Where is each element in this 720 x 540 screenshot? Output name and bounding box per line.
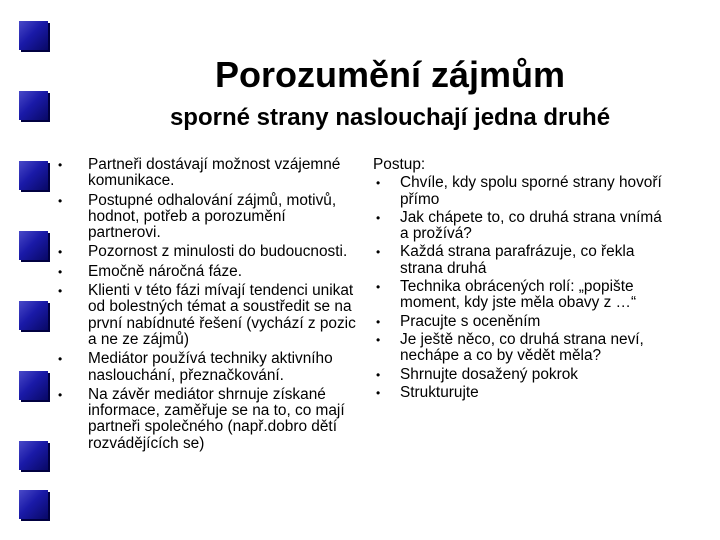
bullet-icon: •: [376, 332, 381, 347]
slide-title: Porozumění zájmům: [214, 54, 566, 95]
blue-square-decoration: [19, 490, 48, 519]
list-item: [373, 314, 673, 330]
list-item-text: Je ještě něco, co druhá strana neví, nechápe a co by vědět měla?: [400, 330, 644, 365]
blue-square-decoration: [19, 161, 48, 190]
list-item-text: Partneři dostávají možnost vzájemné komunikace.: [88, 156, 341, 190]
left-bullet-list: [58, 157, 358, 452]
blue-square-decoration: [19, 231, 48, 260]
blue-square-decoration: [19, 371, 48, 400]
list-item: [58, 283, 358, 348]
list-item-text: Emočně náročná fáze.: [88, 262, 242, 280]
bullet-icon: •: [376, 280, 381, 295]
list-item-text: Mediátor používá techniky aktivního naslouchání, přeznačkování.: [88, 350, 333, 384]
bullet-icon: •: [376, 245, 381, 260]
bullet-icon: •: [58, 245, 63, 260]
bullet-icon: •: [58, 387, 63, 402]
list-item-text: Pozornost z minulosti do budoucnosti.: [88, 243, 348, 261]
bullet-icon: •: [58, 264, 63, 279]
list-item: [58, 387, 358, 452]
procedure-heading: Postup:: [373, 156, 426, 173]
list-item-text: Každá strana parafrázuje, co řekla strana druhá: [400, 243, 635, 277]
list-item: [373, 332, 673, 365]
list-item-text: Klienti v této fázi mívají tendenci unikat od bolestných témat a soustředit se na první nabídnuté řešení (vychází z pozic a ne ze zájmů): [88, 282, 356, 348]
list-item: [58, 351, 358, 384]
decorative-squares: [0, 0, 63, 540]
list-item-text: Pracujte s oceněním: [400, 312, 541, 330]
list-item: [58, 264, 358, 280]
bullet-icon: •: [376, 210, 381, 225]
bullet-icon: •: [376, 385, 381, 400]
list-item-text: Postupné odhalování zájmů, motivů, hodnot, potřeb a porozumění partnerovi.: [88, 191, 337, 242]
list-item: [373, 210, 673, 243]
list-item: [58, 157, 358, 190]
list-item: [373, 175, 673, 208]
bullet-icon: •: [376, 314, 381, 329]
list-item: [373, 279, 673, 312]
blue-square-decoration: [19, 301, 48, 330]
bullet-icon: •: [58, 352, 63, 367]
blue-square-decoration: [19, 91, 48, 120]
bullet-icon: •: [58, 158, 63, 172]
blue-square-decoration: [19, 441, 48, 470]
list-item-text: Chvíle, kdy spolu sporné strany hovoří přímo: [400, 174, 662, 208]
list-item: [373, 367, 673, 383]
left-column: [58, 157, 358, 455]
list-item: [58, 193, 358, 242]
list-item: [58, 244, 358, 260]
blue-square-decoration: [19, 21, 48, 50]
slide-subtitle: sporné strany naslouchají jedna druhé: [169, 104, 611, 131]
list-item-text: Technika obrácených rolí: „popište moment, kdy jste měla obavy z …“: [400, 278, 637, 312]
list-item: [373, 244, 673, 277]
list-item-text: Jak chápete to, co druhá strana vnímá a prožívá?: [400, 208, 662, 243]
bullet-icon: •: [58, 284, 63, 299]
bullet-icon: •: [376, 176, 381, 191]
right-bullet-list: [373, 175, 673, 401]
list-item-text: Strukturujte: [400, 383, 479, 401]
right-column: [373, 157, 673, 403]
bullet-icon: •: [58, 193, 63, 208]
bullet-icon: •: [376, 367, 381, 382]
list-item-text: Na závěr mediátor shrnuje získané informace, zaměřuje se na to, co mají partneři společného (např.dobro dětí rozvádějících se): [88, 385, 345, 452]
list-item-text: Shrnujte dosažený pokrok: [400, 365, 578, 383]
list-item: [373, 385, 673, 401]
